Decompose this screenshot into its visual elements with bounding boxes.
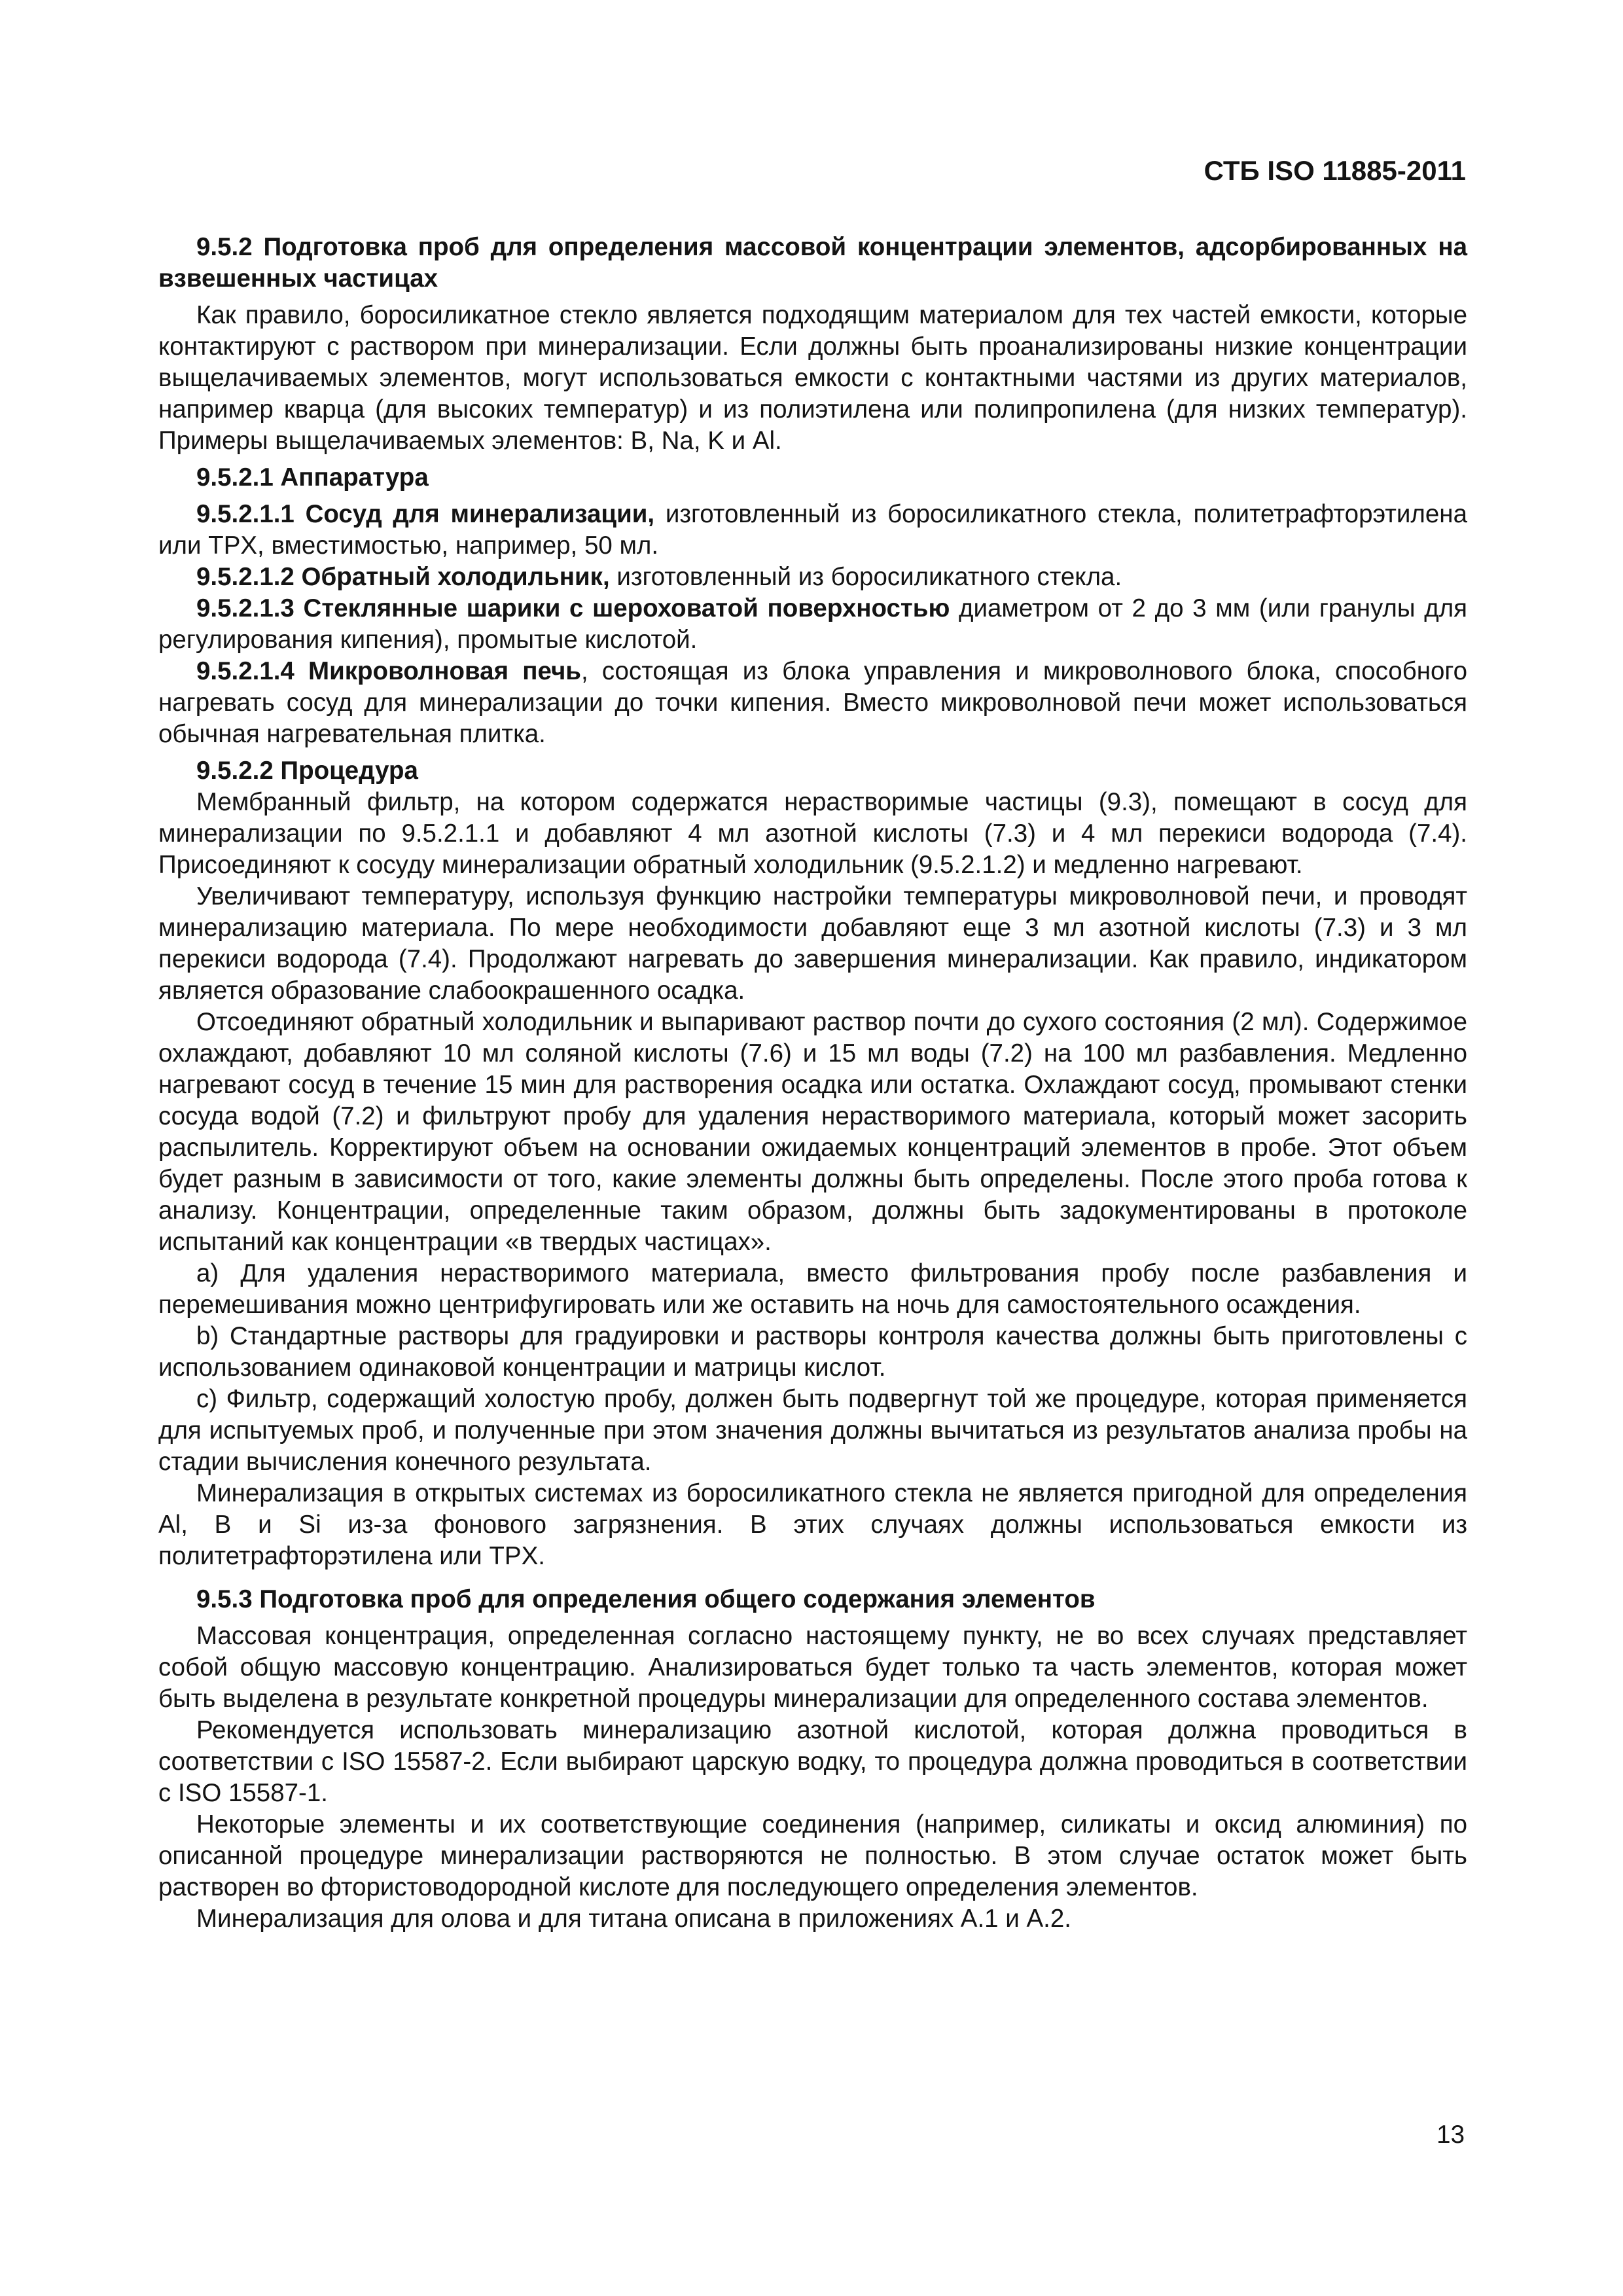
procedure-note-b: b) Стандартные растворы для градуировки и растворы контроля качества должны быть приготовлены с использованием одинаковой концентрации и матрицы кислот.	[158, 1322, 1467, 1382]
procedure-note-a: a) Для удаления нерастворимого материала, вместо фильтрования пробу после разбавления и перемешивания можно центрифугировать или же оставить на ночь для самостоятельного осаждения.	[158, 1259, 1467, 1319]
section-9-5-3-paragraph: Минерализация для олова и для титана описана в приложениях A.1 и A.2.	[196, 1905, 1071, 1933]
procedure-paragraph: Увеличивают температуру, используя функцию настройки температуры микроволновой печи, и проводят минерализацию материала. По мере необходимости добавляют еще 3 мл азотной кислоты (7.3) и 3 мл перекиси водорода (7.4). Продолжают нагревать до завершения минерализации. Как правило, индикатором является образование слабоокрашенного осадка.	[158, 882, 1467, 1005]
procedure-paragraph: Минерализация в открытых системах из боросиликатного стекла не является пригодной для определения Al, B и Si из-за фонового загрязнения. В этих случаях должны использоваться емкости из политетрафторэтилена или TPX.	[158, 1479, 1467, 1570]
item-term: 9.5.2.1.2 Обратный холодильник,	[196, 563, 610, 591]
procedure-paragraph: Отсоединяют обратный холодильник и выпаривают раствор почти до сухого состояния (2 мл). Содержимое охлаждают, добавляют 10 мл соляной кислоты (7.6) и 15 мл воды (7.2) на 100 мл разбавления. Медленно нагревают сосуд в течение 15 мин для растворения осадка или остатка. Охлаждают сосуд, промывают стенки сосуда водой (7.2) и фильтруют пробу для удаления нерастворимого материала, который может засорить распылитель. Корректируют объем на основании ожидаемых концентраций элементов в пробе. Этот объем будет разным в зависимости от того, какие элементы должны быть определены. После этого проба готова к анализу. Концентрации, определенные таким образом, должны быть задокументированы в протоколе испытаний как концентрации «в твердых частицах».	[158, 1008, 1467, 1256]
section-9-5-3-heading: 9.5.3 Подготовка проб для определения общего содержания элементов	[196, 1585, 1096, 1613]
item-term: 9.5.2.1.3 Стеклянные шарики с шероховатой поверхностью	[196, 594, 950, 622]
section-9-5-2-2-heading: 9.5.2.2 Процедура	[196, 757, 418, 785]
procedure-note-c: c) Фильтр, содержащий холостую пробу, должен быть подвергнут той же процедуре, которая применяется для испытуемых проб, и полученные при этом значения должны вычитаться из результатов анализа пробы на стадии вычисления конечного результата.	[158, 1385, 1467, 1476]
procedure-paragraph: Мембранный фильтр, на котором содержатся нерастворимые частицы (9.3), помещают в сосуд для минерализации по 9.5.2.1.1 и добавляют 4 мл азотной кислоты (7.3) и 4 мл перекиси водорода (7.4). Присоединяют к сосуду минерализации обратный холодильник (9.5.2.1.2) и медленно нагревают.	[158, 788, 1467, 879]
item-text: изготовленный из боросиликатного стекла.	[609, 563, 1122, 591]
item-9-5-2-1-3	[158, 593, 1467, 656]
section-9-5-2-heading: 9.5.2 Подготовка проб для определения массовой концентрации элементов, адсорбированных на взвешенных частицах	[158, 233, 1467, 293]
item-text: диаметром от 2 до 3 мм (или гранулы для регулирования кипения), промытые кислотой.	[158, 594, 1468, 654]
item-9-5-2-1-4	[158, 656, 1467, 750]
item-9-5-2-1-1	[158, 499, 1467, 562]
section-9-5-3-paragraph: Рекомендуется использовать минерализацию азотной кислотой, которая должна проводиться в соответствии с ISO 15587-2. Если выбирают царскую водку, то процедура должна проводиться в соответствии с ISO 15587-1.	[158, 1716, 1467, 1807]
page-number: 13	[1436, 2121, 1465, 2149]
section-9-5-2-1-heading: 9.5.2.1 Аппаратура	[196, 463, 429, 492]
item-9-5-2-1-2	[158, 562, 1467, 593]
page-content	[158, 232, 1467, 1935]
section-9-5-3-paragraph: Некоторые элементы и их соответствующие соединения (например, силикаты и оксид алюминия) по описанной процедуре минерализации растворяются не полностью. В этом случае остаток может быть растворен во фтористоводородной кислоте для последующего определения элементов.	[158, 1810, 1467, 1901]
section-9-5-2-paragraph: Как правило, боросиликатное стекло является подходящим материалом для тех частей емкости, которые контактируют с раствором при минерализации. Если должны быть проанализированы низкие концентрации выщелачиваемых элементов, могут использоваться емкости с контактными частями из других материалов, например кварца (для высоких температур) и из полиэтилена или полипропилена (для низких температур). Примеры выщелачиваемых элементов: B, Na, K и Al.	[158, 301, 1467, 455]
section-9-5-3-paragraph: Массовая концентрация, определенная согласно настоящему пункту, не во всех случаях представляет собой общую массовую концентрацию. Анализироваться будет только та часть элементов, которая может быть выделена в результате конкретной процедуры минерализации для определенного состава элементов.	[158, 1622, 1467, 1713]
item-text: , состоящая из блока управления и микроволнового блока, способного нагревать сосуд для минерализации до точки кипения. Вместо микроволновой печи может использоваться обычная нагревательная плитка.	[158, 657, 1467, 748]
document-code: СТБ ISO 11885-2011	[1204, 155, 1466, 186]
item-term: 9.5.2.1.4 Микроволновая печь	[196, 657, 581, 685]
item-term: 9.5.2.1.1 Сосуд для минерализации,	[196, 500, 655, 528]
item-text: изготовленный из боросиликатного стекла, политетрафторэтилена или TPX, вместимостью, например, 50 мл.	[158, 500, 1467, 560]
